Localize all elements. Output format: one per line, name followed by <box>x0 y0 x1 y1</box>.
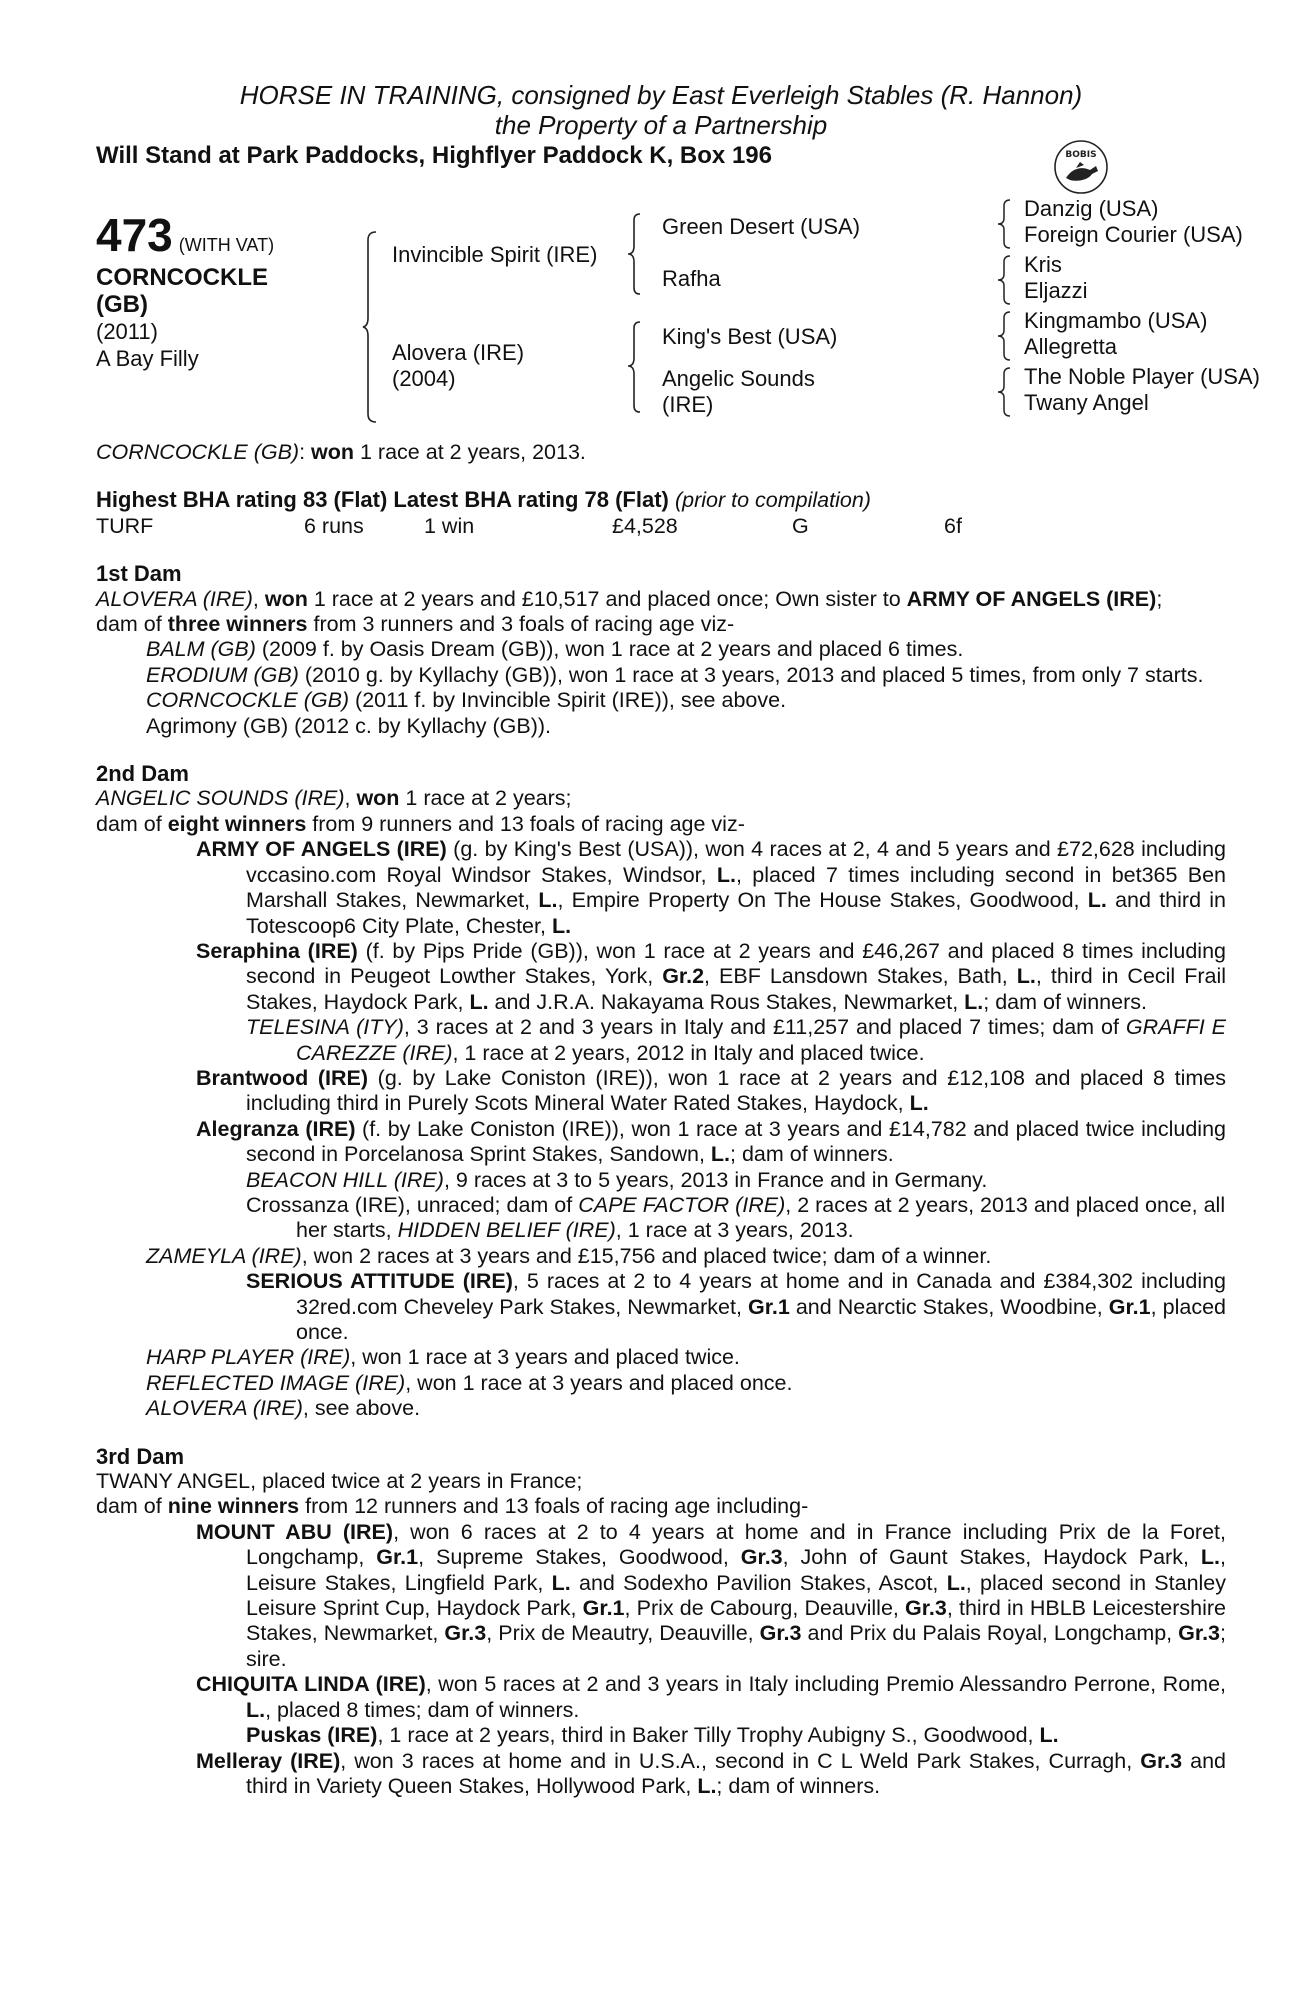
text-run: 1 win <box>424 513 475 538</box>
text-run: , 1 race at 2 years, 2012 in Italy and placed twice. <box>452 1040 925 1065</box>
text-run: REFLECTED IMAGE (IRE) <box>146 1370 406 1395</box>
text-run: Gr.3 <box>740 1545 783 1570</box>
text-run: (f. by Lake Coniston (IRE)), won 1 race at 3 years and £14,782 and placed twice including second in Porcelanosa Sprint Stakes, Sandown, <box>246 1116 1227 1167</box>
third-dam-record: TWANY ANGEL, placed twice at 2 years in France; <box>96 1469 583 1494</box>
text-run: dam of <box>96 612 168 637</box>
text-run: L. <box>551 913 572 938</box>
text-run: , placed 7 times including second in bet365 Ben Marshall Stakes, Newmarket, <box>246 862 1227 913</box>
text-run: won <box>311 440 355 464</box>
text-run: (g. by King's Best (USA)), won 4 races at 2, 4 and 5 years and £72,628 including vccasino.com Royal Windsor Stakes, Windsor, <box>246 837 1226 887</box>
sss-name: Danzig (USA) <box>1024 196 1159 221</box>
text-run: (2010 g. by Kyllachy (GB)), won 1 race at 3 years, 2013 and placed 5 times, from only 7 starts. <box>298 662 1204 687</box>
text-run: and J.R.A. Nakayama Rous Stakes, Newmarket, <box>488 989 965 1014</box>
first-dam-title: 1st Dam <box>96 561 182 587</box>
text-run: , third in HBLB Leicestershire Stakes, Newmarket, <box>246 1596 1227 1646</box>
text-run: , won 2 races at 3 years and £15,756 and placed twice; dam of a winner. <box>301 1243 992 1268</box>
text-run: Gr.3 <box>444 1621 487 1646</box>
text-run: , 1 race at 2 years, third in Baker Tilly Trophy Aubigny S., Goodwood, <box>377 1723 1040 1748</box>
produce-telesina <box>96 1015 1226 1066</box>
text-run: three winners <box>167 612 308 637</box>
text-run: won <box>356 786 400 811</box>
produce-mount-abu <box>96 1520 1226 1672</box>
text-run: , EBF Lansdown Stakes, Bath, <box>704 964 1017 989</box>
bobis-logo-icon <box>1052 138 1110 196</box>
text-run: , <box>252 586 265 611</box>
text-run: , placed 8 times; dam of winners. <box>265 1697 580 1722</box>
produce-agrimony: Agrimony (GB) (2012 c. by Kyllachy (GB)). <box>146 713 552 738</box>
text-run: ERODIUM (GB) <box>146 662 299 687</box>
text-run: L. <box>710 1142 731 1167</box>
second-dam-record <box>96 786 1226 811</box>
logo-text: BOBIS <box>1065 150 1097 160</box>
produce-puskas <box>96 1723 1226 1748</box>
text-run: 1 race at 2 years and £10,517 and placed once; Own sister to <box>307 586 907 611</box>
text-run: , <box>344 786 357 811</box>
text-run: , Supreme Stakes, Goodwood, <box>418 1545 741 1570</box>
text-run: Gr.3 <box>759 1621 802 1646</box>
dsd-name: Allegretta <box>1024 334 1117 359</box>
text-run: , John of Gaunt Stakes, Haydock Park, <box>782 1545 1201 1570</box>
text-run: , Prix de Cabourg, Deauville, <box>624 1596 906 1621</box>
text-run: L. <box>246 1697 266 1722</box>
horse-details <box>96 264 316 372</box>
produce-alegranza <box>96 1117 1226 1168</box>
text-run: 6f <box>944 513 962 538</box>
lot-number: 473 <box>96 209 173 261</box>
produce-crossanza <box>96 1193 1226 1244</box>
text-run: dam of <box>96 1494 168 1519</box>
text-run: and Prix du Palais Royal, Longchamp, <box>801 1621 1179 1646</box>
sire-dam: Rafha <box>662 266 721 291</box>
text-run: (2009 f. by Oasis Dream (GB)), won 1 race at 2 years and placed 6 times. <box>255 637 964 662</box>
first-dam-record <box>96 587 1226 612</box>
text-run: , 3 races at 2 and 3 years in Italy and £11,257 and placed 7 times; dam of <box>403 1015 1126 1040</box>
second-dam-produce-intro <box>96 812 1226 837</box>
text-run: ARMY OF ANGELS (IRE) <box>906 586 1157 611</box>
text-run: nine winners <box>167 1494 300 1519</box>
text-run: Highest BHA rating 83 (Flat) Latest BHA rating 78 (Flat) <box>96 487 669 513</box>
text-run: £4,528 <box>612 513 678 538</box>
text-run: L. <box>1016 964 1036 989</box>
text-run: BALM (GB) <box>146 637 256 662</box>
text-run: SERIOUS ATTITUDE (IRE) <box>246 1269 513 1294</box>
text-run: TELESINA (ITY) <box>246 1015 404 1040</box>
text-run: , 5 races at 2 to 4 years at home and in Canada and £384,302 including 32red.com Cheveley Park Stakes, Newmarket, <box>296 1269 1227 1319</box>
text-run: HARP PLAYER (IRE) <box>146 1345 351 1370</box>
text-run: won <box>264 586 308 611</box>
pedigree-table <box>96 196 1260 430</box>
ssd-name: Foreign Courier (USA) <box>1024 222 1243 247</box>
text-run: Gr.1 <box>582 1596 625 1621</box>
produce-harp-player <box>96 1345 1226 1370</box>
vat-note: (WITH VAT) <box>178 235 275 255</box>
text-run: ; <box>1156 586 1163 611</box>
text-run: 1 race at 2 years; <box>399 786 572 811</box>
brace-gen3-3 <box>996 310 1016 364</box>
text-run: L. <box>1087 888 1107 913</box>
text-run: CORNCOCKLE (GB) <box>96 440 300 464</box>
text-run: Gr.1 <box>1108 1294 1151 1319</box>
produce-melleray <box>96 1749 1226 1800</box>
text-run: Seraphina (IRE) <box>196 938 358 963</box>
produce-reflected-image <box>96 1371 1226 1396</box>
brace-gen3-1 <box>996 198 1016 252</box>
lot-header <box>96 208 274 262</box>
dam-parents-brace <box>626 320 646 414</box>
third-dam-produce-intro <box>96 1494 1226 1519</box>
text-run: (f. by Pips Pride (GB)), won 1 race at 2 years and £46,267 and placed 8 times including second in Peugeot Lowther Stakes, York, <box>246 938 1226 989</box>
text-run: CAPE FACTOR (IRE) <box>578 1192 786 1217</box>
text-run: , won 1 race at 3 years and placed once. <box>405 1370 793 1395</box>
catalogue-page <box>96 80 1260 1798</box>
text-run: , won 1 race at 3 years and placed twice. <box>350 1345 740 1370</box>
brace-gen3-2 <box>996 254 1016 308</box>
text-run: L. <box>716 862 737 887</box>
text-run: MOUNT ABU (IRE) <box>196 1519 394 1544</box>
text-run: (g. by Lake Coniston (IRE)), won 1 race at 2 years and £12,108 and placed 8 times including third in Purely Scots Mineral Water Rated Stakes, Haydock, <box>246 1065 1226 1116</box>
second-dam-title: 2nd Dam <box>96 761 189 787</box>
text-run: , Prix de Meautry, Deauville, <box>486 1621 760 1646</box>
text-run: and Sodexho Pavilion Stakes, Ascot, <box>570 1570 947 1595</box>
sire-dam-brace <box>362 230 382 424</box>
sdd-name: Eljazzi <box>1024 278 1088 303</box>
horse-country: (GB) <box>96 291 148 318</box>
text-run: , placed second in Stanley Leisure Sprint Cup, Haydock Park, <box>246 1570 1227 1621</box>
owner-line: the Property of a Partnership <box>494 110 828 140</box>
text-run: Melleray (IRE) <box>196 1748 341 1773</box>
sire-name: Invincible Spirit (IRE) <box>392 242 598 267</box>
text-run: ANGELIC SOUNDS (IRE) <box>96 786 345 811</box>
text-run: TURF <box>96 513 154 538</box>
text-run: , see above. <box>302 1396 421 1421</box>
catalogue-text <box>96 440 1226 1799</box>
horse-description: A Bay Filly <box>96 346 199 371</box>
horse-name: CORNCOCKLE <box>96 264 268 291</box>
text-run: Gr.3 <box>1140 1748 1183 1773</box>
dds-name: The Noble Player (USA) <box>1024 364 1260 389</box>
text-run: 6 runs <box>304 513 364 538</box>
text-run: HIDDEN BELIEF (IRE) <box>397 1218 616 1243</box>
produce-seraphina <box>96 939 1226 1015</box>
stand-location: Will Stand at Park Paddocks, Highflyer Paddock K, Box 196 <box>96 142 772 169</box>
text-run: BEACON HILL (IRE) <box>246 1167 444 1192</box>
text-run: Brantwood (IRE) <box>196 1065 369 1090</box>
text-run: L. <box>1039 1723 1059 1748</box>
produce-army-of-angels <box>96 837 1226 939</box>
text-run: , won 6 races at 2 to 4 years at home and in France including Prix de la Foret, Longchamp, <box>246 1519 1226 1570</box>
produce-serious-attitude <box>96 1269 1226 1345</box>
race-summary: CORNCOCKLE (GB): won 1 race at 2 years, 2013. <box>96 440 586 464</box>
text-run: Crossanza (IRE), unraced; dam of <box>246 1192 579 1217</box>
text-run: ARMY OF ANGELS (IRE) <box>196 837 447 862</box>
produce-alovera <box>96 1396 1226 1421</box>
text-run: L. <box>538 888 558 913</box>
text-run: L. <box>964 989 984 1014</box>
text-run: , 2 races at 2 years, 2013 and placed once, all her starts, <box>296 1192 1226 1243</box>
dam-sire: King's Best (USA) <box>662 324 838 349</box>
dss-name: Kingmambo (USA) <box>1024 308 1208 333</box>
text-run: from 9 runners and 13 foals of racing age viz- <box>306 811 745 836</box>
text-run: ; sire. <box>246 1621 1226 1671</box>
text-run: dam of <box>96 811 168 836</box>
bha-ratings <box>96 487 1226 513</box>
consignor-line: HORSE IN TRAINING, consigned by East Everleigh Stables (R. Hannon) <box>239 80 1083 110</box>
produce-chiquita-linda <box>96 1672 1226 1723</box>
text-run: ALOVERA (IRE) <box>96 586 253 611</box>
horse-year: (2011) <box>96 319 158 344</box>
produce-zameyla <box>96 1244 1226 1269</box>
dam-year: (2004) <box>392 366 456 391</box>
text-run: CORNCOCKLE (GB) <box>146 688 350 713</box>
text-run: L. <box>946 1570 966 1595</box>
produce-corncockle <box>96 688 1226 713</box>
text-run: CHIQUITA LINDA (IRE) <box>196 1672 426 1697</box>
text-run: , 1 race at 3 years, 2013. <box>615 1218 854 1243</box>
produce-balm <box>96 637 1226 662</box>
text-run: from 3 runners and 3 foals of racing age viz- <box>307 612 735 637</box>
dam-dam-line2: (IRE) <box>662 392 714 417</box>
text-run: L. <box>697 1773 717 1798</box>
text-run: Gr.3 <box>1178 1621 1221 1646</box>
dam-name: Alovera (IRE) <box>392 340 525 365</box>
text-run: , 9 races at 3 to 5 years, 2013 in France and in Germany. <box>443 1167 988 1192</box>
dam-dam-line1: Angelic Sounds <box>662 366 815 391</box>
text-run: from 12 runners and 13 foals of racing age including- <box>299 1494 809 1519</box>
text-run: L. <box>1200 1545 1220 1570</box>
text-run: , placed once. <box>296 1294 1226 1344</box>
produce-brantwood <box>96 1066 1226 1117</box>
text-run: L. <box>909 1091 929 1116</box>
sire-sire: Green Desert (USA) <box>662 214 861 239</box>
text-run: , Empire Property On The House Stakes, Goodwood, <box>557 888 1088 913</box>
text-run: Gr.1 <box>747 1294 790 1319</box>
third-dam-title: 3rd Dam <box>96 1443 185 1469</box>
text-run: eight winners <box>167 811 307 836</box>
text-run: , won 5 races at 2 and 3 years in Italy including Premio Alessandro Perrone, Rome, <box>425 1672 1226 1697</box>
text-run: Puskas (IRE) <box>246 1723 378 1748</box>
text-run: and third in Totescoop6 City Plate, Chester, <box>246 888 1226 938</box>
text-run: ALOVERA (IRE) <box>146 1396 303 1421</box>
text-run: Gr.3 <box>905 1596 947 1621</box>
text-run: (2011 f. by Invincible Spirit (IRE)), see above. <box>349 688 787 713</box>
sds-name: Kris <box>1024 252 1062 277</box>
text-run: , won 3 races at home and in U.S.A., second in C L Weld Park Stakes, Curragh, <box>340 1748 1141 1773</box>
text-run: (prior to compilation) <box>675 488 871 513</box>
ddd-name: Twany Angel <box>1024 390 1149 415</box>
text-run: L. <box>469 989 489 1014</box>
first-dam-produce-intro <box>96 612 1226 637</box>
text-run: 1 race at 2 years, 2013. <box>354 440 586 464</box>
text-run: , Leisure Stakes, Lingfield Park, <box>246 1545 1226 1595</box>
turf-stats-row <box>96 514 1226 539</box>
text-run: Alegranza (IRE) <box>196 1116 356 1141</box>
text-run: and third in Variety Queen Stakes, Hollywood Park, <box>246 1748 1226 1798</box>
text-run: Gr.1 <box>376 1545 419 1570</box>
text-run: ; dam of winners. <box>716 1773 881 1798</box>
produce-beacon-hill <box>96 1168 1226 1193</box>
text-run: L. <box>551 1570 571 1595</box>
text-run: and Nearctic Stakes, Woodbine, <box>789 1294 1109 1319</box>
text-run: ; dam of winners. <box>730 1142 894 1167</box>
sire-parents-brace <box>626 212 646 296</box>
brace-gen3-4 <box>996 366 1016 420</box>
produce-erodium <box>96 663 1226 688</box>
text-run: , third in Cecil Frail Stakes, Haydock Park, <box>246 964 1227 1014</box>
text-run: ZAMEYLA (IRE) <box>146 1243 302 1268</box>
text-run: G <box>792 513 809 538</box>
text-run: GRAFFI E CAREZZE (IRE) <box>296 1015 1226 1065</box>
text-run: ; dam of winners. <box>983 989 1147 1014</box>
text-run: Gr.2 <box>662 964 705 989</box>
